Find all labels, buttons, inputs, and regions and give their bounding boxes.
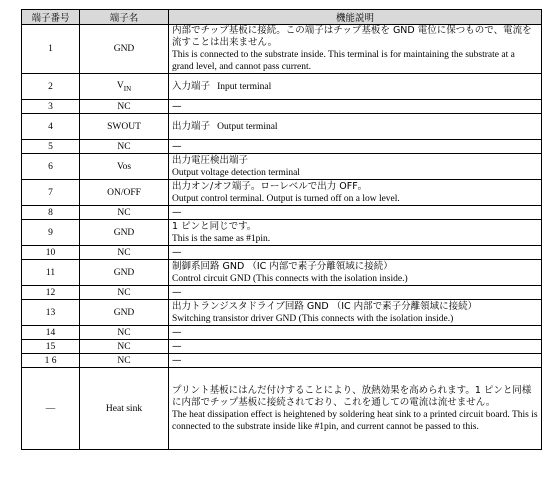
pin-number-cell: 10 [22, 246, 80, 260]
pin-number-cell: 12 [22, 286, 80, 300]
description-japanese: — [172, 340, 182, 352]
table-row [22, 114, 542, 140]
table-row [22, 154, 542, 180]
pin-number-cell: 8 [22, 206, 80, 220]
table-row [22, 100, 542, 114]
table-row [22, 260, 542, 286]
description-japanese: — [172, 206, 182, 218]
description-english: Switching transistor driver GND (This connects with the isolation inside.) [172, 313, 454, 324]
function-description-cell [169, 246, 542, 260]
table-row [22, 74, 542, 100]
function-description-cell [169, 300, 542, 326]
function-description-cell [169, 354, 542, 368]
pin-name-cell: NC [80, 246, 169, 260]
description-english: Output terminal [217, 121, 278, 132]
pin-number-cell: 13 [22, 300, 80, 326]
description-japanese: — [172, 100, 182, 112]
table-row [22, 140, 542, 154]
description-japanese: — [172, 286, 182, 298]
pin-name-text: V [116, 80, 124, 91]
description-english: Control circuit GND (This connects with the isolation inside.) [172, 273, 408, 284]
description-japanese: 内部でチップ基板に接続。この端子はチップ基板を GND 電位に保つもので、電流を流すことは出来ません。 [172, 25, 532, 48]
table-row [22, 286, 542, 300]
function-description-cell [169, 220, 542, 246]
pin-name-cell: GND [80, 260, 169, 286]
header-pin-number: 端子番号 [22, 10, 80, 25]
pin-number-cell: 4 [22, 114, 80, 140]
header-pin-name: 端子名 [80, 10, 169, 25]
pin-number-cell: 7 [22, 180, 80, 206]
pin-number-cell: 6 [22, 154, 80, 180]
description-japanese: 出力トランジスタドライブ回路 GND （IC 内部で素子分離領域に接続） [172, 300, 478, 312]
pin-name-cell: GND [80, 220, 169, 246]
pin-number-cell: 1 6 [22, 354, 80, 368]
table-row [22, 25, 542, 74]
pin-name-cell: NC [80, 354, 169, 368]
description-japanese: 1 ピンと同じです。 [172, 220, 257, 232]
function-description-cell [169, 286, 542, 300]
pin-name-cell: GND [80, 300, 169, 326]
function-description-cell [169, 154, 542, 180]
table-row [22, 300, 542, 326]
table-row [22, 354, 542, 368]
description-japanese: 出力オン/オフ端子。ローレベルで出力 OFF。 [172, 180, 368, 192]
function-description-cell [169, 260, 542, 286]
table-row [22, 246, 542, 260]
function-description-cell [169, 25, 542, 74]
function-description-cell [169, 180, 542, 206]
pin-name-cell: Heat sink [80, 368, 169, 450]
pin-name-cell: ON/OFF [80, 180, 169, 206]
pin-number-cell: 5 [22, 140, 80, 154]
table-row [22, 340, 542, 354]
description-japanese: プリント基板にはんだ付けすることにより、放熱効果を高められます。1 ピンと同様に内部でチップ基板に接続されており、これを通しての電流は流せません。 [172, 384, 532, 408]
pin-number-cell: 1 [22, 25, 80, 74]
description-english: This is the same as #1pin. [172, 233, 271, 244]
function-description-cell [169, 74, 542, 100]
table-row [22, 368, 542, 450]
description-japanese: 出力端子 [172, 120, 211, 132]
description-japanese: 入力端子 [172, 80, 211, 92]
pin-function-table [21, 9, 542, 450]
pin-number-cell: 9 [22, 220, 80, 246]
description-japanese: — [172, 326, 182, 338]
pin-number-cell: — [22, 368, 80, 450]
function-description-cell [169, 140, 542, 154]
description-japanese: — [172, 246, 182, 258]
description-english: The heat dissipation effect is heightened by soldering heat sink to a printed circuit board. This is connected to the substrate inside like #1pin, and current cannot be passed to this. [172, 409, 538, 432]
description-english: Output control terminal. Output is turned off on a low level. [172, 193, 400, 204]
function-description-cell [169, 206, 542, 220]
description-english: Input terminal [217, 81, 272, 92]
description-english: Output voltage detection terminal [172, 167, 300, 178]
table-body [22, 25, 542, 450]
pin-number-cell: 15 [22, 340, 80, 354]
pin-name-cell: NC [80, 206, 169, 220]
pin-name-cell: NC [80, 100, 169, 114]
table-row [22, 326, 542, 340]
function-description-cell [169, 340, 542, 354]
function-description-cell [169, 114, 542, 140]
pin-name-cell [80, 74, 169, 100]
pin-name-cell: NC [80, 286, 169, 300]
table-row [22, 180, 542, 206]
header-function: 機能説明 [169, 10, 542, 25]
table-row [22, 206, 542, 220]
pin-name-subscript: IN [123, 84, 132, 93]
table-header-row [22, 10, 542, 25]
function-description-cell [169, 368, 542, 450]
pin-number-cell: 2 [22, 74, 80, 100]
pin-name-cell: NC [80, 326, 169, 340]
description-japanese: 出力電圧検出端子 [172, 154, 249, 166]
table-row [22, 220, 542, 246]
pin-name-cell: Vos [80, 154, 169, 180]
pin-number-cell: 11 [22, 260, 80, 286]
pin-name-cell: NC [80, 140, 169, 154]
description-english: This is connected to the substrate inside. This terminal is for maintaining the substrate at a grand level, and cannot pass current. [172, 50, 515, 72]
pin-function-table-container [21, 9, 541, 450]
function-description-cell [169, 326, 542, 340]
description-japanese: 制御系回路 GND （IC 内部で素子分離領域に接続） [172, 260, 393, 272]
description-japanese: — [172, 354, 182, 366]
pin-name-cell: GND [80, 25, 169, 74]
description-japanese: — [172, 140, 182, 152]
pin-number-cell: 3 [22, 100, 80, 114]
pin-number-cell: 14 [22, 326, 80, 340]
pin-name-cell: SWOUT [80, 114, 169, 140]
pin-name-cell: NC [80, 340, 169, 354]
function-description-cell [169, 100, 542, 114]
